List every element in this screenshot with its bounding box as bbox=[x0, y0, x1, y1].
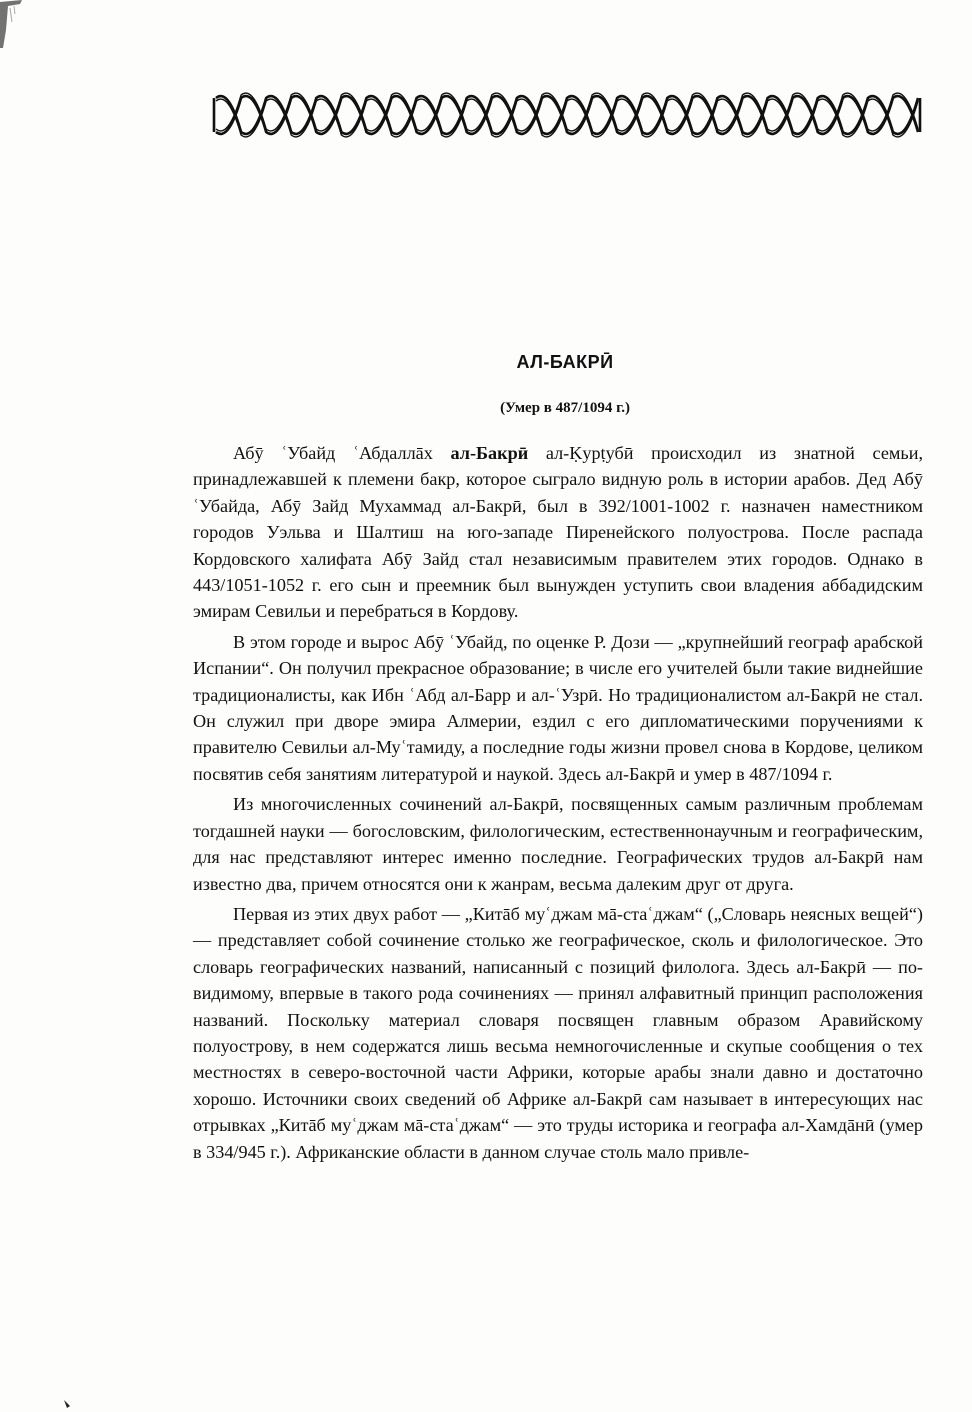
paragraph-1-lead: Абӯ ʿУбайд ʿАбдаллāх bbox=[233, 443, 451, 463]
paragraph-2: В этом городе и вырос Абӯ ʿУбайд, по оценке Р. Дози — „крупнейший географ арабской Испании“. Он получил прекрасное образование; в числе его учителей были такие виднейшие традиционалисты, как Ибн ʿАбд ал-Барр и ал-ʿУзрӣ. Но традиционалистом ал-Бакрӣ не стал. Он служил при дворе эмира Алмерии, ездил с его дипломатическими поручениями к правителю Севильи ал-Муʿтамиду, а последние годы жизни провел снова в Кордове, целиком посвятив себя занятиям литературой и наукой. Здесь ал-Бакрӣ и умер в 487/1094 г. bbox=[193, 631, 923, 784]
author-name-bold: ал-Бакрӣ bbox=[450, 443, 529, 463]
paragraph-3: Из многочисленных сочинений ал-Бакрӣ, посвященных самым различным проблемам тогдашней науки — богословским, филологическим, естественнонаучным и географическим, для нас представляют интерес именно последние. Географических трудов ал-Бакрӣ нам известно два, причем относятся они к жанрам, весьма далеким друг от друга. bbox=[193, 794, 923, 894]
paragraph-1 bbox=[193, 440, 923, 625]
article-subtitle: (Умер в 487/1094 г.) bbox=[500, 400, 630, 416]
scan-artifact-top-left bbox=[0, 0, 30, 50]
scan-artifact-bottom-left bbox=[62, 1398, 72, 1410]
paragraph-4: Первая из этих двух работ — „Китāб муʿджам мā-стаʿджам“ („Словарь неясных вещей“) — представляет собой сочинение столько же географическое, сколь и филологическое. Это словарь географических названий, написанный с позиций филолога. Здесь ал-Бакрӣ — по-видимому, впервые в такого рода сочинениях — принял алфавитный принцип расположения названий. Поскольку материал словаря посвящен главным образом Аравийскому полуострову, в нем содержатся лишь весьма немногочисленные и скупые сообщения о тех местностях в северо-восточной части Африки, которые арабы знали давно и достаточно хорошо. Источники своих сведений об Африке ал-Бакрӣ сам называет в интересующих нас отрывках „Китāб муʿджам мā-стаʿджам“ — это труды историка и географа ал-Хамдāнӣ (умер в 334/945 г.). Африканские области в данном случае столь мало привле- bbox=[193, 903, 923, 1162]
decorative-ornament-band bbox=[212, 92, 922, 138]
paragraph-1-rest: ал-Ḳурṭубӣ происходил из знатной семьи, принадлежавшей к племени бакр, которое сыграло видную роль в истории арабов. Дед Абӯ ʿУбайда, Абӯ Зайд Мухаммад ал-Бакрӣ, был в 392/1001-1002 г. назначен наместником городов Уэльва и Шалтиш на юго-западе Пиренейского полуострова. После распада Кордовского халифата Абӯ Зайд стал независимым правителем этих городов. Однако в 443/1051-1052 г. его сын и преемник был вынужден уступить свои владения аббадидским эмирам Севильи и перебраться в Кордову. bbox=[193, 443, 923, 622]
article-title: АЛ-БАКРӢ bbox=[516, 352, 614, 372]
article-body bbox=[193, 440, 923, 1169]
